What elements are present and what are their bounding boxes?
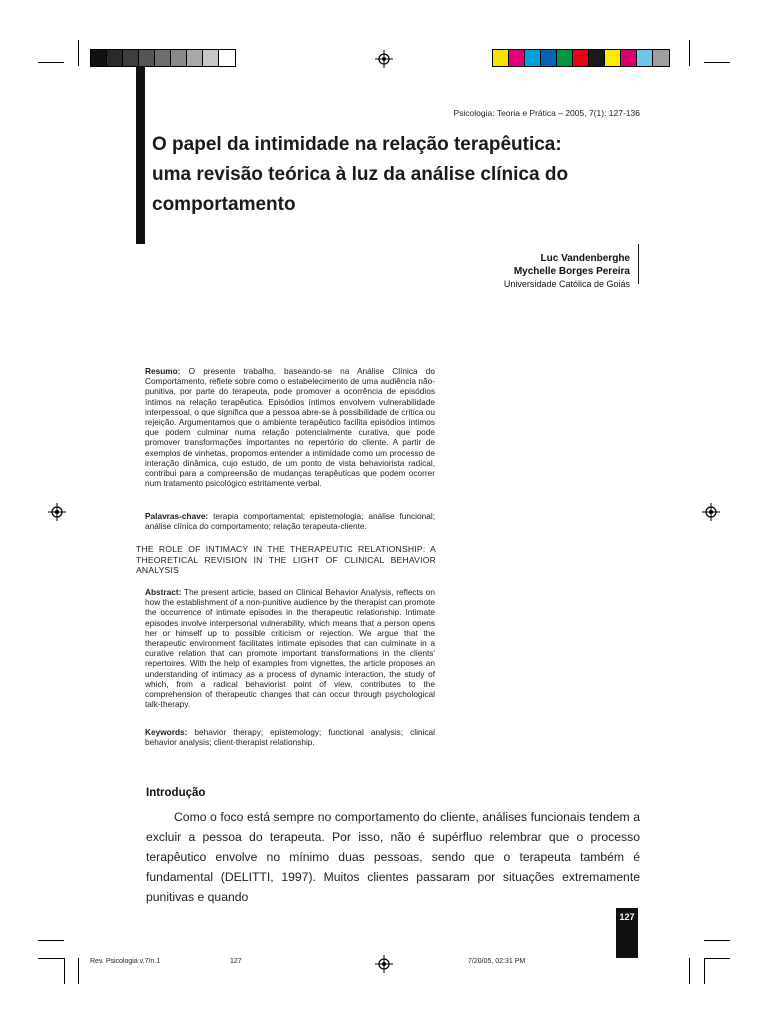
abstract-text: The present article, based on Clinical Behavior Analysis, reflects on how the establishment of a non-punitive audience by the therapist can promote the occurrence of intimate episodes in the therapeutic relationship. Intimate episodes involve interpersonal vulnerability, which means that a person opens her or himself up to possible criticism or rejection. We argue that the therapeutic environment facilitates intimate episodes that can culminate in a curative relation that can promote important transformations in the clients' repertoires. With the help of examples from vignettes, the article proposes an understanding of intimacy as a process of dynamic interaction, the study of which, from a radical behaviorist point of view, contributes to the comprehension of therapeutic changes that can occur through psychological talk-therapy. — [145, 587, 435, 710]
english-title: THE ROLE OF INTIMACY IN THE THERAPEUTIC RELATIONSHIP: A THEORETICAL REVISION IN THE LIGHT OF CLINICAL BEHAVIOR ANALYSIS — [136, 544, 436, 575]
process-color-bar — [492, 49, 670, 67]
title-line: uma revisão teórica à luz da análise clínica do — [152, 164, 569, 185]
keywords-paragraph — [145, 727, 435, 747]
color-swatch — [107, 50, 123, 66]
crop-mark — [704, 940, 730, 941]
registration-mark-icon — [48, 503, 66, 521]
body-text — [146, 807, 640, 907]
journal-reference: Psicologia: Teoria e Prática – 2005, 7(1): 127-136 — [453, 108, 640, 118]
color-swatch — [203, 50, 219, 66]
page-number: 127 — [619, 912, 635, 922]
section-heading: Introdução — [146, 787, 206, 799]
color-swatch — [605, 50, 621, 66]
author-name: Luc Vandenberghe — [540, 253, 630, 264]
abstract-paragraph — [145, 587, 435, 709]
resumo-label: Resumo: — [145, 366, 181, 376]
color-swatch — [589, 50, 605, 66]
color-swatch — [91, 50, 107, 66]
registration-mark-icon — [702, 503, 720, 521]
author-name: Mychelle Borges Pereira — [513, 266, 630, 277]
crop-mark — [38, 62, 64, 63]
keywords-label: Keywords: — [145, 727, 188, 737]
crop-mark — [689, 40, 690, 66]
color-swatch — [637, 50, 653, 66]
grayscale-color-bar — [90, 49, 236, 67]
keywords-text: behavior therapy; epistemology; functional analysis; clinical behavior analysis; client-therapist relationship. — [145, 727, 435, 748]
color-swatch — [219, 50, 235, 66]
affiliation: Universidade Católica de Goiás — [503, 279, 630, 289]
color-swatch — [621, 50, 637, 66]
color-swatch — [557, 50, 573, 66]
article-title — [152, 130, 632, 220]
author-divider — [638, 244, 639, 284]
footer-center: 127 — [230, 958, 242, 965]
color-swatch — [123, 50, 139, 66]
author-block — [504, 252, 630, 291]
color-swatch — [187, 50, 203, 66]
crop-mark — [704, 958, 705, 984]
resumo-paragraph — [145, 366, 435, 488]
color-swatch — [525, 50, 541, 66]
registration-mark-icon — [375, 955, 393, 973]
footer-left: Rev. Psicologia v.7/n.1 — [90, 958, 161, 965]
palavras-chave-text: terapia comportamental; epistemologia; análise funcional; análise clínica do comportamento; relação terapeuta-cliente. — [145, 511, 435, 532]
crop-mark — [689, 958, 690, 984]
crop-mark — [64, 958, 65, 984]
page-number-tab — [616, 908, 638, 958]
crop-mark — [38, 940, 64, 941]
registration-mark-icon — [375, 50, 393, 68]
crop-mark — [78, 958, 79, 984]
color-swatch — [653, 50, 669, 66]
color-swatch — [509, 50, 525, 66]
crop-mark — [38, 958, 64, 959]
resumo-text: O presente trabalho, baseando-se na Análise Clínica do Comportamento, reflete sobre como o estabelecimento de uma audiência não-punitiva, por parte do terapeuta, pode promover a ocorrência de episódios íntimos na relação terapêutica. Episódios íntimos envolvem vulnerabilidade interpessoal, o que significa que a pessoa abre-se à possibilidade de crítica ou rejeição. Argumentamos que o ambiente terapêutico facilita episódios íntimos que podem culminar numa relação potencialmente curativa, que pode promover transformações importantes no repertório do cliente. A partir de exemplos de vinhetas, propomos entender a intimidade como um processo de interação dinâmica, cujo estudo, de um ponto de vista behaviorista radical, contribui para a compreensão de mudanças terapêuticas que podem ocorrer num tratamento psicológico estritamente verbal. — [145, 366, 435, 489]
color-swatch — [155, 50, 171, 66]
color-swatch — [493, 50, 509, 66]
crop-mark — [704, 62, 730, 63]
palavras-chave-paragraph — [145, 511, 435, 531]
crop-mark — [704, 958, 730, 959]
body-paragraph: Como o foco está sempre no comportamento do cliente, análises funcionais tendem a excluir a pessoa do terapeuta. Por isso, não é supérfluo relembrar que o processo terapêutico envolve no mínimo duas pessoas, sendo que o terapeuta também é fundamental (DELITTI, 1997). Muitos clientes passaram por situações extremamente punitivas e quando — [146, 810, 640, 904]
color-swatch — [573, 50, 589, 66]
title-line: O papel da intimidade na relação terapêutica: — [152, 134, 562, 155]
footer-right: 7/20/05, 02:31 PM — [468, 958, 526, 965]
abstract-label: Abstract: — [145, 587, 182, 597]
color-swatch — [139, 50, 155, 66]
color-swatch — [171, 50, 187, 66]
crop-mark — [78, 40, 79, 66]
palavras-chave-label: Palavras-chave: — [145, 511, 209, 521]
title-line: comportamento — [152, 194, 296, 215]
title-accent-bar — [136, 66, 145, 244]
color-swatch — [541, 50, 557, 66]
